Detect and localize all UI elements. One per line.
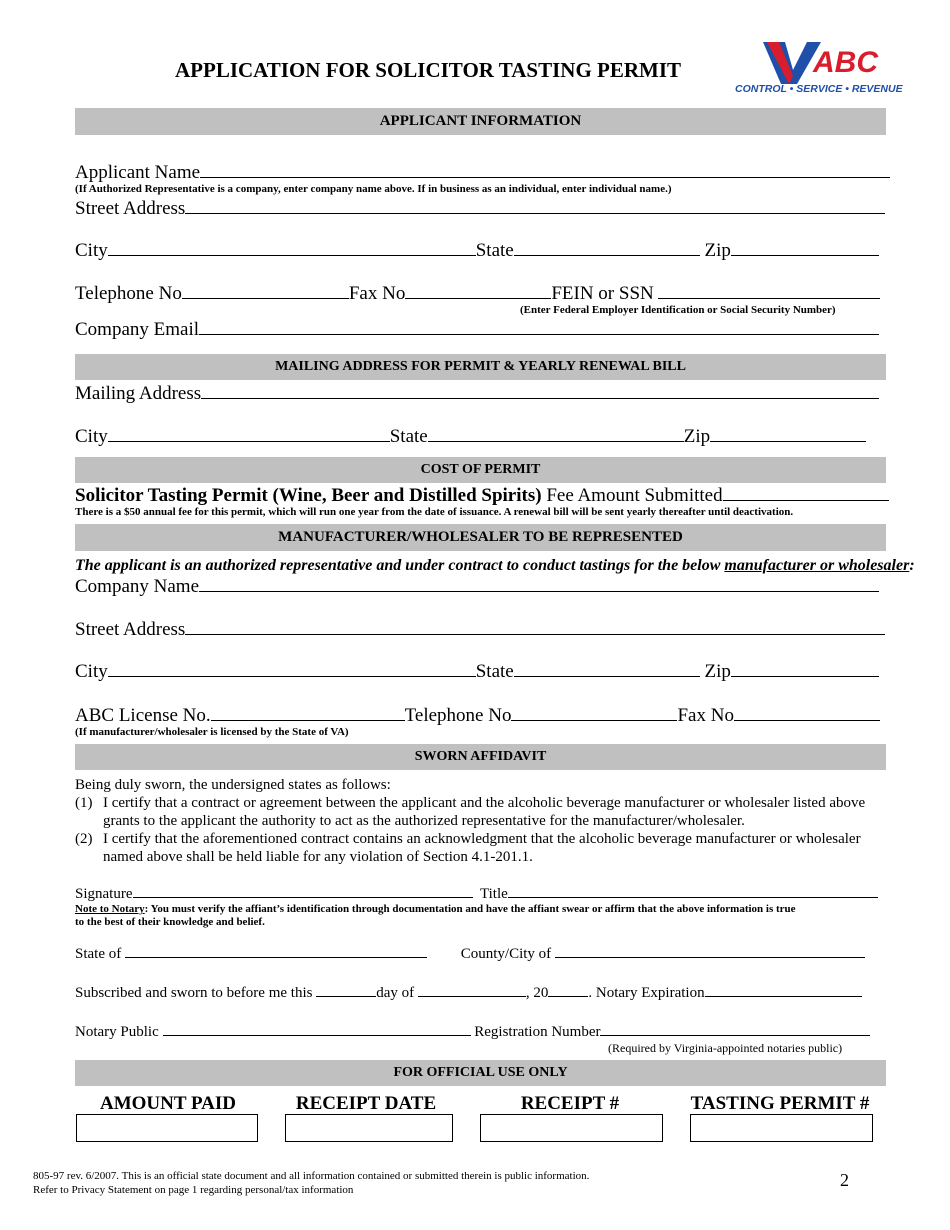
company-name-label: Company Name	[75, 576, 200, 597]
mfr-state-field[interactable]	[514, 660, 700, 677]
county-city-label: County/City of	[460, 946, 552, 962]
signature-label: Signature	[75, 886, 133, 902]
street-address-field[interactable]	[185, 197, 885, 214]
city-field[interactable]	[108, 239, 476, 256]
notary-note-text: : You must verify the affiant’s identification through documentation and have the affiant swear or affirm that the above information is true	[144, 903, 796, 915]
logo-tagline: CONTROL • SERVICE • REVENUE	[735, 83, 903, 95]
mfr-fax-field[interactable]	[734, 704, 880, 721]
title-label: Title	[480, 886, 508, 902]
mailing-zip-field[interactable]	[710, 425, 866, 442]
manufacturer-intro-colon: :	[909, 557, 915, 574]
state-of-field[interactable]	[125, 944, 427, 958]
phone-fax-fein-row	[75, 282, 880, 305]
fein-note: (Enter Federal Employer Identification or Social Security Number)	[520, 304, 836, 316]
tasting-permit-header: TASTING PERMIT #	[690, 1093, 870, 1114]
manufacturer-intro-underlined: manufacturer or wholesaler	[724, 557, 910, 574]
mfr-fax-label: Fax No	[677, 705, 734, 726]
sworn-year-field[interactable]	[548, 983, 588, 997]
zip-field[interactable]	[731, 239, 879, 256]
notary-registration-row	[75, 1022, 870, 1041]
company-email-field[interactable]	[199, 318, 879, 335]
fee-amount-label: Fee Amount Submitted	[541, 485, 723, 506]
mfr-street-row	[75, 618, 885, 641]
tasting-permit-box[interactable]	[690, 1114, 873, 1142]
mailing-address-label: Mailing Address	[75, 383, 202, 404]
section-cost-of-permit: COST OF PERMIT	[75, 457, 886, 483]
mfr-telephone-field[interactable]	[511, 704, 677, 721]
state-of-label: State of	[75, 946, 122, 962]
receipt-date-box[interactable]	[285, 1114, 453, 1142]
amount-paid-box[interactable]	[76, 1114, 258, 1142]
notary-expiration-field[interactable]	[705, 983, 862, 997]
mfr-state-label: State	[475, 661, 514, 682]
section-sworn-affidavit: SWORN AFFIDAVIT	[75, 744, 886, 770]
state-field[interactable]	[514, 239, 700, 256]
zip-label: Zip	[704, 240, 731, 261]
logo-text: ABC	[813, 46, 878, 79]
abc-license-field[interactable]	[211, 704, 405, 721]
fein-field[interactable]	[658, 282, 880, 299]
mfr-city-field[interactable]	[108, 660, 476, 677]
company-name-field[interactable]	[199, 575, 879, 592]
section-manufacturer-wholesaler: MANUFACTURER/WHOLESALER TO BE REPRESENTED	[75, 524, 886, 551]
state-county-row	[75, 944, 865, 963]
notary-public-label: Notary Public	[75, 1024, 159, 1040]
registration-label: Registration Number	[474, 1024, 601, 1040]
signature-field[interactable]	[133, 884, 473, 898]
mailing-zip-label: Zip	[683, 426, 711, 447]
mfr-telephone-label: Telephone No	[404, 705, 512, 726]
registration-field[interactable]	[600, 1022, 870, 1036]
fax-field[interactable]	[405, 282, 551, 299]
abc-license-label: ABC License No.	[75, 705, 211, 726]
affidavit-item2-num: (2)	[75, 831, 93, 847]
receipt-number-header: RECEIPT #	[520, 1093, 620, 1114]
amount-paid-header: AMOUNT PAID	[100, 1093, 236, 1114]
sworn-text-2: day of	[376, 985, 415, 1001]
affidavit-item1-num: (1)	[75, 795, 93, 811]
section-applicant-information: APPLICANT INFORMATION	[75, 108, 886, 135]
mailing-city-state-zip-row	[75, 425, 866, 448]
notary-note-label: Note to Notary	[75, 903, 145, 915]
street-address-row	[75, 197, 885, 220]
mfr-city-label: City	[75, 661, 108, 682]
footer-line1: 805-97 rev. 6/2007. This is an official state document and all information contained or submitted therein is public information.	[33, 1170, 590, 1182]
notary-note-line1	[75, 903, 796, 915]
affidavit-item2-line2: named above shall be held liable for any violation of Section 4.1-201.1.	[103, 849, 533, 865]
mfr-street-label: Street Address	[75, 619, 186, 640]
fee-amount-field[interactable]	[723, 484, 889, 501]
page-number: 2	[840, 1170, 849, 1190]
sworn-month-field[interactable]	[418, 983, 526, 997]
fax-label: Fax No	[348, 283, 406, 304]
telephone-field[interactable]	[182, 282, 349, 299]
sworn-text-3: , 20	[525, 985, 549, 1001]
sworn-text-4: . Notary Expiration	[588, 985, 705, 1001]
mfr-zip-label: Zip	[704, 661, 731, 682]
license-phone-fax-row	[75, 704, 880, 727]
mailing-state-label: State	[389, 426, 428, 447]
fein-label: FEIN or SSN	[551, 283, 654, 304]
affidavit-item1-line1: I certify that a contract or agreement between the applicant and the alcoholic beverage manufacturer or wholesaler listed above	[103, 795, 866, 811]
section-mailing-address: MAILING ADDRESS FOR PERMIT & YEARLY RENEWAL BILL	[75, 354, 886, 380]
page-title: APPLICATION FOR SOLICITOR TASTING PERMIT	[175, 58, 682, 82]
sworn-text-1: Subscribed and sworn to before me this	[75, 985, 313, 1001]
state-label: State	[475, 240, 514, 261]
mfr-city-state-zip-row	[75, 660, 879, 683]
applicant-name-note: (If Authorized Representative is a company, enter company name above. If in business as an individual, enter individual name.)	[75, 183, 672, 195]
sworn-row	[75, 983, 862, 1002]
city-state-zip-row	[75, 239, 879, 262]
notary-note-line2: to the best of their knowledge and belief.	[75, 916, 265, 928]
affidavit-item2-line1: I certify that the aforementioned contract contains an acknowledgment that the alcoholic beverage manufacturer or wholesaler	[103, 831, 861, 847]
manufacturer-intro	[75, 557, 915, 575]
company-email-row	[75, 318, 879, 341]
applicant-name-field[interactable]	[200, 161, 890, 178]
applicant-name-row	[75, 161, 890, 184]
abc-logo-mark	[735, 40, 905, 96]
title-field[interactable]	[508, 884, 878, 898]
notary-public-field[interactable]	[163, 1022, 471, 1036]
mfr-street-field[interactable]	[185, 618, 885, 635]
permit-type-label: Solicitor Tasting Permit (Wine, Beer and Distilled Spirits)	[75, 485, 542, 506]
city-label: City	[75, 240, 108, 261]
mailing-city-label: City	[75, 426, 108, 447]
fee-note: There is a $50 annual fee for this permit, which will run one year from the date of issuance. A renewal bill will be sent yearly thereafter until deactivation.	[75, 506, 794, 518]
applicant-name-label: Applicant Name	[75, 162, 201, 183]
mailing-city-field[interactable]	[108, 425, 390, 442]
signature-title-row	[75, 884, 878, 903]
registration-note: (Required by Virginia-appointed notaries public)	[608, 1041, 843, 1055]
license-note: (If manufacturer/wholesaler is licensed by the State of VA)	[75, 726, 349, 738]
street-address-label: Street Address	[75, 198, 186, 219]
mailing-address-field[interactable]	[201, 382, 879, 399]
abc-logo	[735, 40, 905, 96]
section-official-use: FOR OFFICIAL USE ONLY	[75, 1060, 886, 1086]
county-city-field[interactable]	[555, 944, 865, 958]
footer-line2: Refer to Privacy Statement on page 1 regarding personal/tax information	[33, 1184, 354, 1196]
company-name-row	[75, 575, 879, 598]
mailing-address-row	[75, 382, 879, 405]
fee-row	[75, 484, 889, 507]
affidavit-intro: Being duly sworn, the undersigned states as follows:	[75, 777, 391, 793]
receipt-number-box[interactable]	[480, 1114, 663, 1142]
manufacturer-intro-text: The applicant is an authorized representative and under contract to conduct tastings for the below	[75, 557, 725, 574]
mailing-state-field[interactable]	[428, 425, 684, 442]
company-email-label: Company Email	[75, 319, 200, 340]
receipt-date-header: RECEIPT DATE	[295, 1093, 437, 1114]
affidavit-item1-line2: grants to the applicant the authority to act as the authorized representative for the manufacturer/wholesaler.	[103, 813, 745, 829]
telephone-label: Telephone No	[75, 283, 182, 304]
mfr-zip-field[interactable]	[731, 660, 879, 677]
sworn-day-field[interactable]	[316, 983, 376, 997]
